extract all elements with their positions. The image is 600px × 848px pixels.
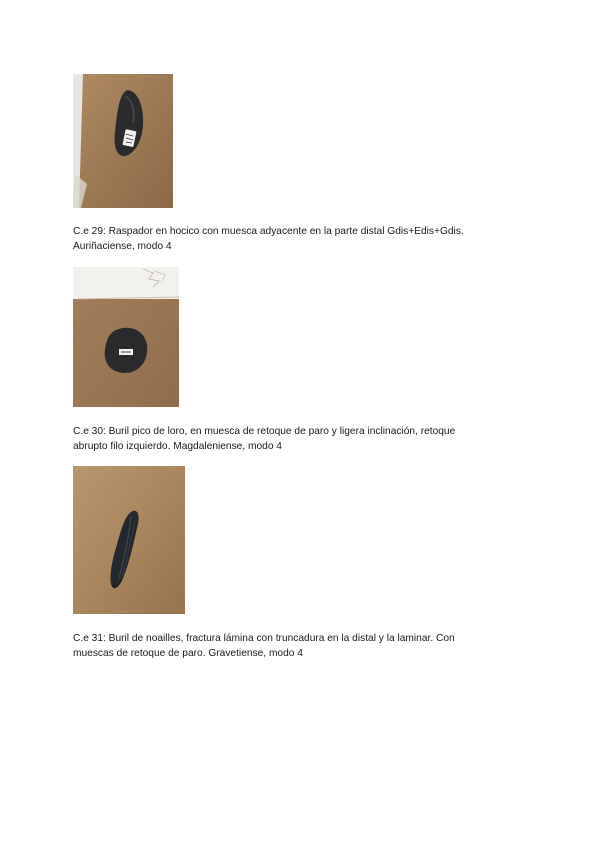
caption-ce29 bbox=[73, 224, 533, 254]
caption-ce31 bbox=[73, 631, 533, 661]
caption-ce30-line2: abrupto filo izquierdo. Magdaleniense, modo 4 bbox=[73, 441, 282, 452]
caption-ce30 bbox=[73, 424, 533, 454]
artifact-photo-ce29 bbox=[73, 74, 173, 208]
caption-ce29-line1: C.e 29: Raspador en hocico con muesca adyacente en la parte distal Gdis+Edis+Gdis. bbox=[73, 226, 464, 237]
artifact-photo-ce31 bbox=[73, 466, 185, 614]
caption-ce29-line2: Auriñaciense, modo 4 bbox=[73, 241, 172, 252]
caption-ce31-line2: muescas de retoque de paro. Gravetiense, modo 4 bbox=[73, 648, 303, 659]
caption-ce30-line1: C.e 30: Buril pico de loro, en muesca de retoque de paro y ligera inclinación, retoque bbox=[73, 426, 456, 437]
artifact-photo-ce30 bbox=[73, 267, 179, 407]
caption-ce31-line1: C.e 31: Buril de noailles, fractura lámina con truncadura en la distal y la laminar. Con bbox=[73, 633, 455, 644]
